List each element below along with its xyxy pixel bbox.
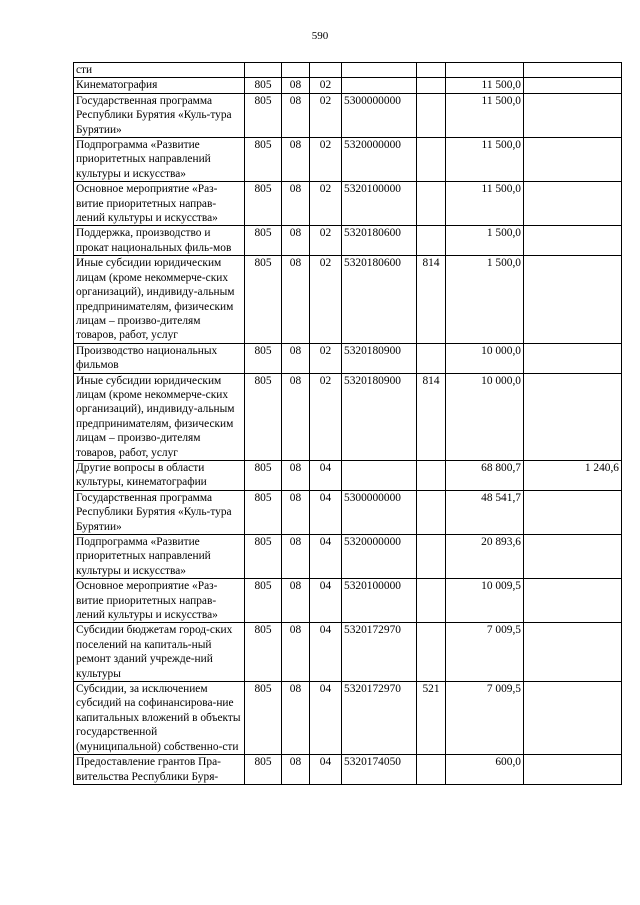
cell-extra-amount [524, 682, 622, 755]
cell-ministry-code: 805 [245, 535, 282, 579]
cell-name: Субсидии бюджетам город-ских поселений на капиталь-ный ремонт зданий учрежде-ний культуры [74, 623, 245, 682]
cell-section-code: 08 [282, 226, 310, 256]
cell-expense-type [417, 755, 446, 785]
cell-ministry-code: 805 [245, 373, 282, 460]
cell-amount: 11 500,0 [446, 78, 524, 93]
cell-subsection-code: 04 [310, 623, 342, 682]
cell-expense-type [417, 623, 446, 682]
cell-name: Иные субсидии юридическим лицам (кроме некоммерче-ских организаций), индивиду-альным предпринимателям, физическим лицам – произво-дителям товаров, работ, услуг [74, 373, 245, 460]
cell-amount: 20 893,6 [446, 535, 524, 579]
cell-section-code: 08 [282, 535, 310, 579]
cell-target-article [342, 460, 417, 490]
cell-target-article: 5300000000 [342, 93, 417, 137]
cell-name: Кинематография [74, 78, 245, 93]
cell-ministry-code: 805 [245, 226, 282, 256]
cell-extra-amount [524, 490, 622, 534]
cell-subsection-code: 02 [310, 343, 342, 373]
cell-ministry-code: 805 [245, 682, 282, 755]
table-row [74, 373, 622, 460]
cell-target-article: 5320174050 [342, 755, 417, 785]
cell-expense-type [417, 579, 446, 623]
cell-amount: 7 009,5 [446, 682, 524, 755]
cell-subsection-code: 02 [310, 93, 342, 137]
cell-expense-type [417, 460, 446, 490]
cell-subsection-code: 02 [310, 138, 342, 182]
cell-target-article: 5320100000 [342, 579, 417, 623]
cell-name: Производство национальных фильмов [74, 343, 245, 373]
cell-extra-amount [524, 343, 622, 373]
table-row [74, 93, 622, 137]
cell-target-article: 5320180900 [342, 343, 417, 373]
cell-extra-amount [524, 182, 622, 226]
cell-ministry-code: 805 [245, 579, 282, 623]
cell-name: Основное мероприятие «Раз-витие приоритетных направ-лений культуры и искусства» [74, 182, 245, 226]
cell-section-code: 08 [282, 78, 310, 93]
cell-expense-type [417, 63, 446, 78]
cell-section-code: 08 [282, 256, 310, 343]
cell-name: Предоставление грантов Пра-вительства Республики Буря- [74, 755, 245, 785]
cell-name: Иные субсидии юридическим лицам (кроме некоммерче-ских организаций), индивиду-альным предпринимателям, физическим лицам – произво-дителям товаров, работ, услуг [74, 256, 245, 343]
table-row [74, 256, 622, 343]
cell-expense-type [417, 138, 446, 182]
cell-name: Поддержка, производство и прокат национальных филь-мов [74, 226, 245, 256]
cell-ministry-code: 805 [245, 256, 282, 343]
table-row [74, 63, 622, 78]
cell-target-article [342, 63, 417, 78]
cell-name: Государственная программа Республики Бурятия «Куль-тура Бурятии» [74, 93, 245, 137]
cell-expense-type [417, 343, 446, 373]
cell-section-code: 08 [282, 460, 310, 490]
cell-subsection-code: 04 [310, 460, 342, 490]
cell-extra-amount [524, 256, 622, 343]
cell-expense-type: 814 [417, 373, 446, 460]
cell-amount: 68 800,7 [446, 460, 524, 490]
table-row [74, 490, 622, 534]
cell-ministry-code: 805 [245, 623, 282, 682]
table-row [74, 623, 622, 682]
cell-subsection-code: 02 [310, 373, 342, 460]
table-row [74, 682, 622, 755]
table-row [74, 182, 622, 226]
cell-extra-amount [524, 373, 622, 460]
cell-subsection-code: 04 [310, 579, 342, 623]
cell-ministry-code [245, 63, 282, 78]
cell-target-article: 5320180600 [342, 226, 417, 256]
cell-amount: 48 541,7 [446, 490, 524, 534]
cell-target-article: 5320172970 [342, 623, 417, 682]
cell-extra-amount [524, 623, 622, 682]
cell-amount: 10 000,0 [446, 373, 524, 460]
cell-section-code: 08 [282, 182, 310, 226]
cell-section-code: 08 [282, 682, 310, 755]
cell-extra-amount [524, 535, 622, 579]
cell-name: Подпрограмма «Развитие приоритетных направлений культуры и искусства» [74, 535, 245, 579]
cell-amount: 1 500,0 [446, 256, 524, 343]
cell-extra-amount [524, 63, 622, 78]
cell-extra-amount: 1 240,6 [524, 460, 622, 490]
table-row [74, 78, 622, 93]
table-row [74, 755, 622, 785]
cell-expense-type [417, 182, 446, 226]
cell-section-code: 08 [282, 373, 310, 460]
cell-section-code: 08 [282, 343, 310, 373]
cell-section-code: 08 [282, 623, 310, 682]
cell-target-article: 5320172970 [342, 682, 417, 755]
cell-name: Другие вопросы в области культуры, кинематографии [74, 460, 245, 490]
cell-section-code: 08 [282, 138, 310, 182]
cell-target-article: 5300000000 [342, 490, 417, 534]
cell-section-code: 08 [282, 755, 310, 785]
cell-expense-type [417, 535, 446, 579]
table-row [74, 343, 622, 373]
cell-section-code [282, 63, 310, 78]
cell-ministry-code: 805 [245, 490, 282, 534]
cell-name: Основное мероприятие «Раз-витие приоритетных направ-лений культуры и искусства» [74, 579, 245, 623]
cell-name: сти [74, 63, 245, 78]
cell-target-article: 5320000000 [342, 535, 417, 579]
cell-target-article: 5320180600 [342, 256, 417, 343]
cell-amount: 10 009,5 [446, 579, 524, 623]
page-number: 590 [311, 30, 329, 42]
cell-amount [446, 63, 524, 78]
cell-target-article: 5320180900 [342, 373, 417, 460]
table-row [74, 579, 622, 623]
cell-extra-amount [524, 78, 622, 93]
cell-ministry-code: 805 [245, 460, 282, 490]
cell-amount: 10 000,0 [446, 343, 524, 373]
cell-amount: 11 500,0 [446, 93, 524, 137]
cell-target-article: 5320000000 [342, 138, 417, 182]
cell-subsection-code: 02 [310, 78, 342, 93]
cell-ministry-code: 805 [245, 138, 282, 182]
budget-table [73, 62, 622, 785]
cell-extra-amount [524, 138, 622, 182]
cell-ministry-code: 805 [245, 78, 282, 93]
cell-amount: 7 009,5 [446, 623, 524, 682]
cell-name: Субсидии, за исключением субсидий на софинансирова-ние капитальных вложений в объекты государственной (муниципальной) собственно-сти [74, 682, 245, 755]
cell-ministry-code: 805 [245, 93, 282, 137]
cell-subsection-code: 04 [310, 682, 342, 755]
cell-expense-type: 521 [417, 682, 446, 755]
cell-subsection-code: 02 [310, 226, 342, 256]
cell-subsection-code: 04 [310, 535, 342, 579]
cell-subsection-code [310, 63, 342, 78]
cell-subsection-code: 02 [310, 256, 342, 343]
cell-name: Подпрограмма «Развитие приоритетных направлений культуры и искусства» [74, 138, 245, 182]
cell-extra-amount [524, 755, 622, 785]
cell-ministry-code: 805 [245, 343, 282, 373]
cell-expense-type [417, 226, 446, 256]
cell-amount: 11 500,0 [446, 138, 524, 182]
cell-ministry-code: 805 [245, 182, 282, 226]
cell-amount: 11 500,0 [446, 182, 524, 226]
cell-expense-type [417, 93, 446, 137]
cell-name: Государственная программа Республики Бурятия «Куль-тура Бурятии» [74, 490, 245, 534]
cell-extra-amount [524, 579, 622, 623]
cell-extra-amount [524, 93, 622, 137]
cell-target-article [342, 78, 417, 93]
cell-subsection-code: 04 [310, 490, 342, 534]
cell-section-code: 08 [282, 93, 310, 137]
table-row [74, 535, 622, 579]
cell-expense-type [417, 78, 446, 93]
table-row [74, 460, 622, 490]
cell-subsection-code: 02 [310, 182, 342, 226]
cell-expense-type [417, 490, 446, 534]
cell-amount: 1 500,0 [446, 226, 524, 256]
cell-section-code: 08 [282, 490, 310, 534]
table-body [74, 63, 622, 785]
cell-section-code: 08 [282, 579, 310, 623]
cell-subsection-code: 04 [310, 755, 342, 785]
table-row [74, 138, 622, 182]
table-row [74, 226, 622, 256]
cell-ministry-code: 805 [245, 755, 282, 785]
cell-target-article: 5320100000 [342, 182, 417, 226]
cell-expense-type: 814 [417, 256, 446, 343]
cell-amount: 600,0 [446, 755, 524, 785]
cell-extra-amount [524, 226, 622, 256]
